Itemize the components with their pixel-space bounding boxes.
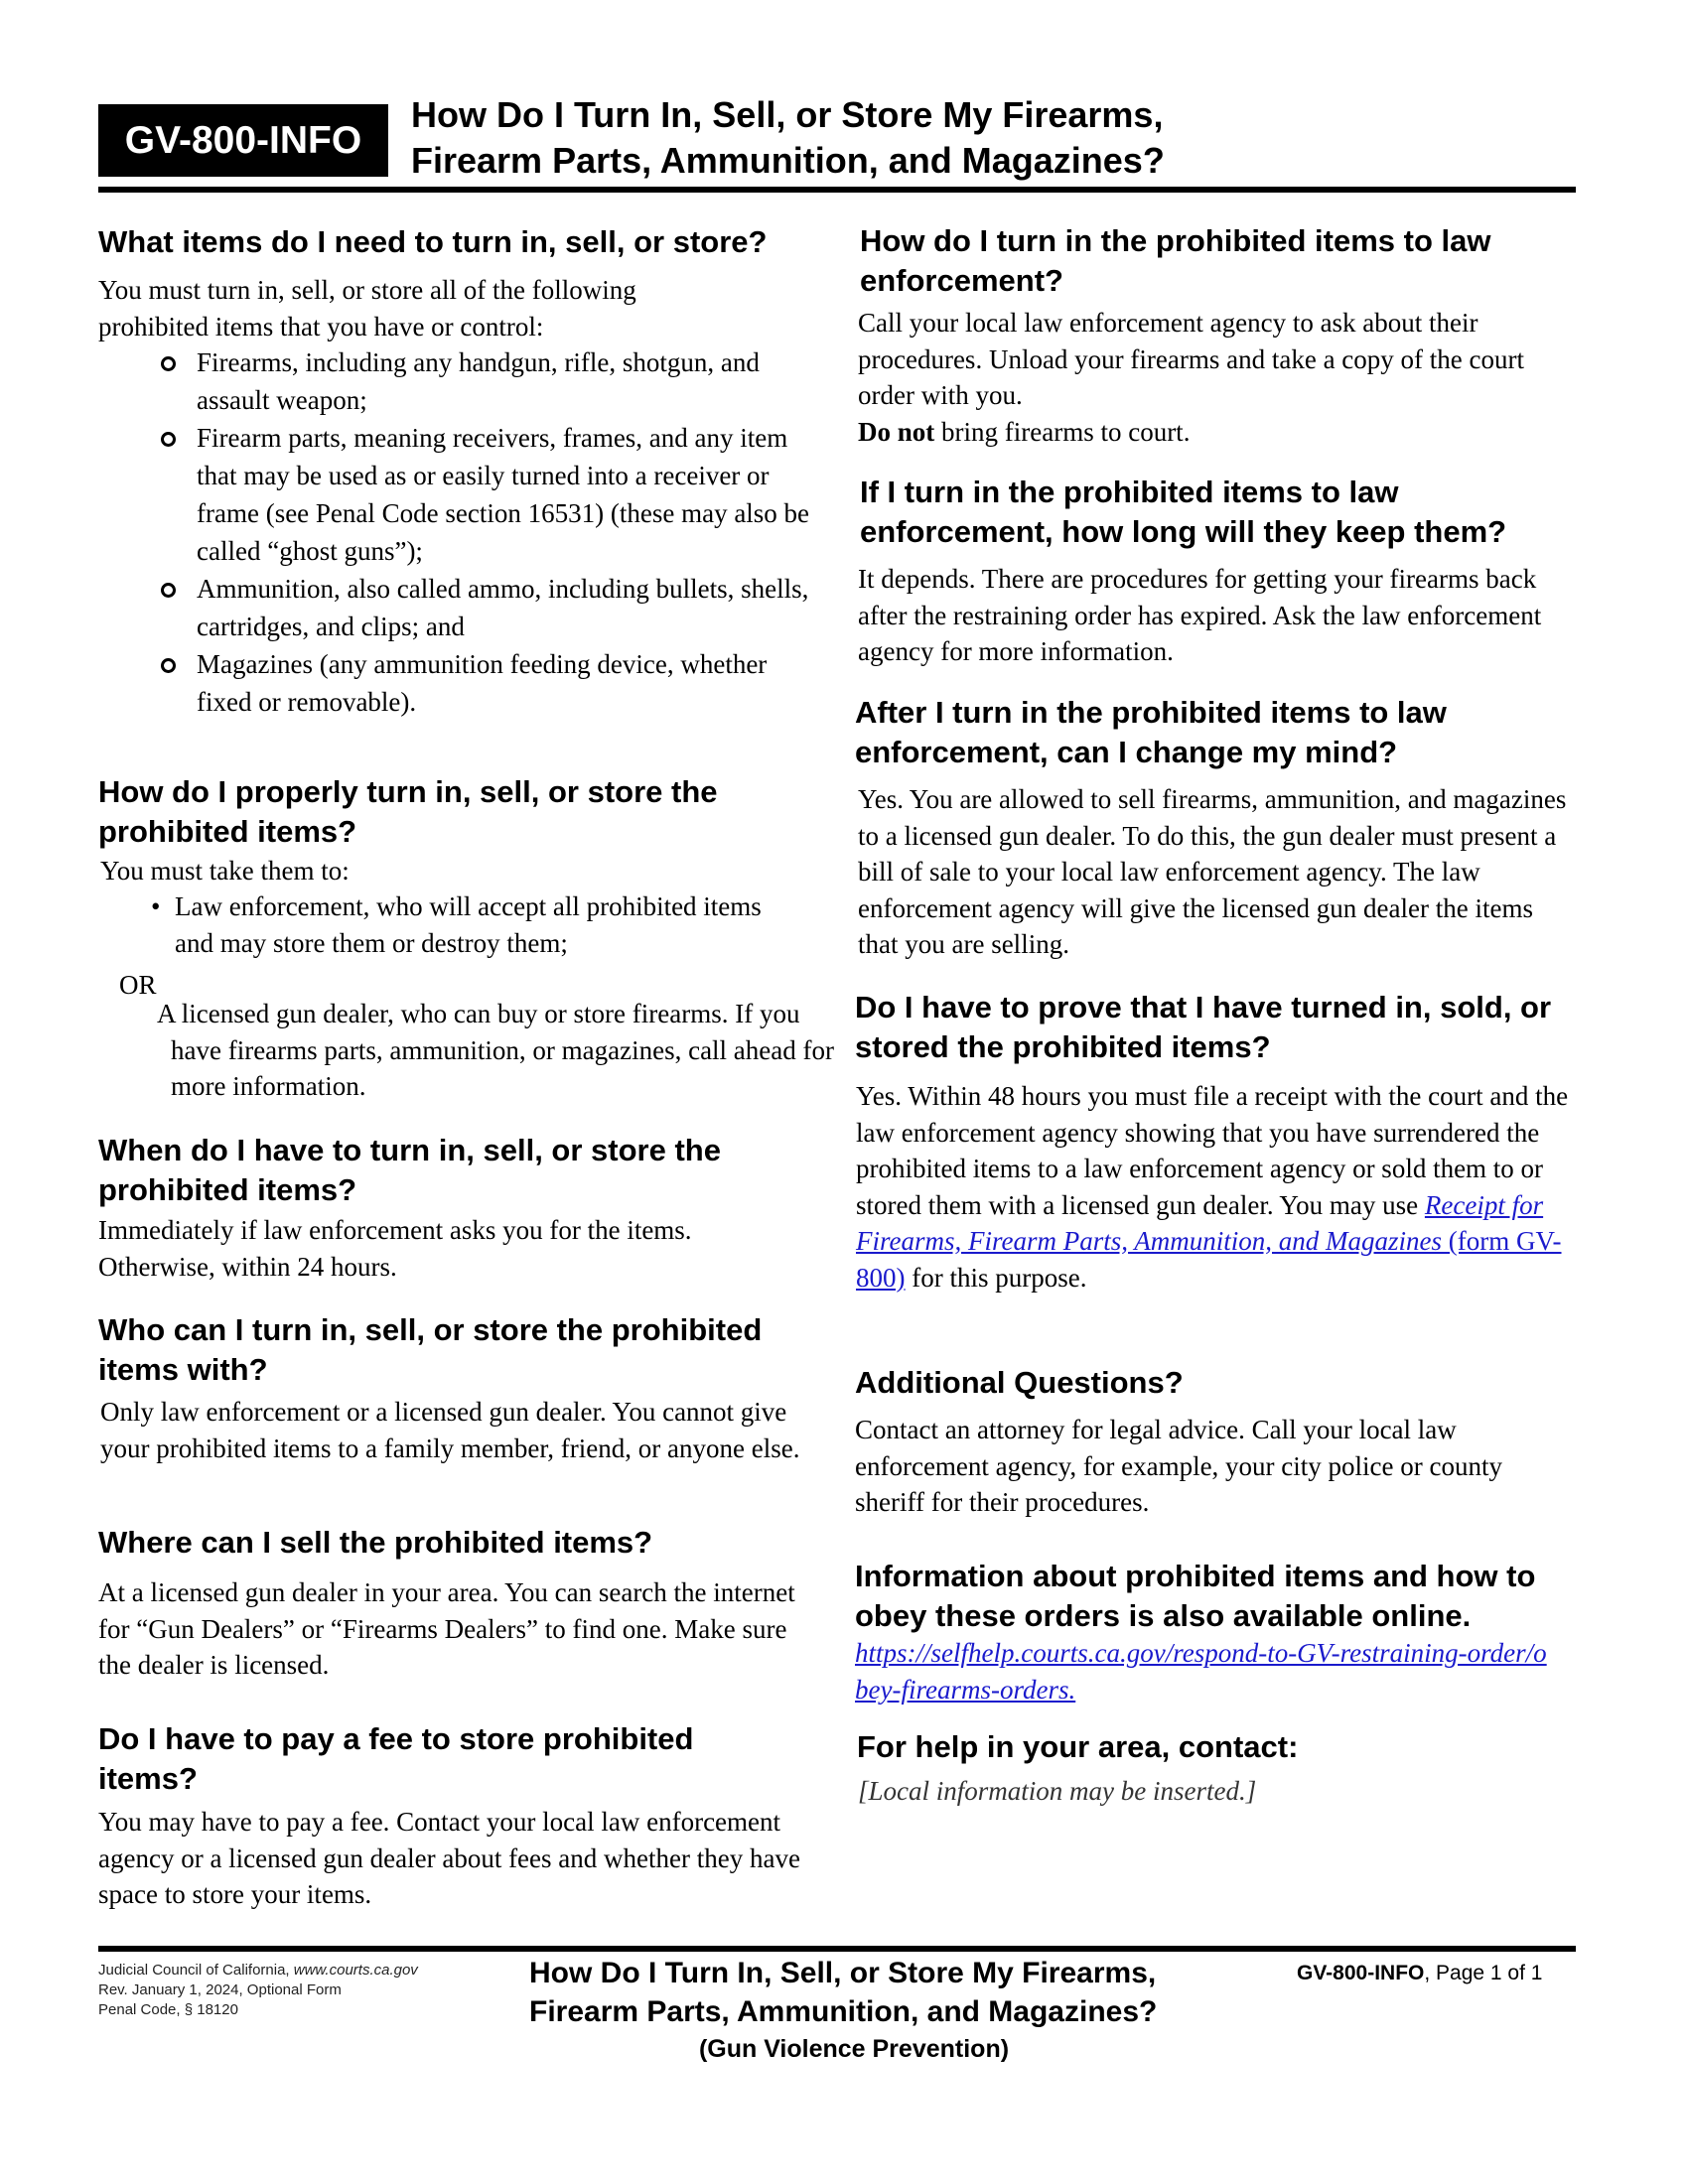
title-line-2: Firearm Parts, Ammunition, and Magazines? [411, 140, 1165, 181]
list-item: • Law enforcement, who will accept all prohibited items and may store them or destroy them; [175, 888, 771, 961]
footer-info [98, 1961, 418, 2020]
heading-when: When do I have to turn in, sell, or store the prohibited items? [98, 1133, 721, 1207]
turn-in-law-warning: bring firearms to court. [934, 416, 1191, 447]
receipt-form-id: (form GV-800) [856, 1226, 1562, 1293]
prove-text: Yes. Within 48 hours you must file a receipt with the court and the law enforcement agency showing that you have surrendered the prohibited items to a law enforcement agency or sold them to or stored them with a licensed gun dealer. You may use [856, 1081, 1569, 1220]
page-count: , Page 1 of 1 [1424, 1962, 1543, 1984]
list-item: Firearms, including any handgun, rifle, shotgun, and assault weapon; [197, 343, 812, 419]
heading-what-items: What items do I need to turn in, sell, or store? [98, 224, 768, 259]
change-mind-body: Yes. You are allowed to sell firearms, ammunition, and magazines to a licensed gun dealer. To do this, the gun dealer must present a bill of sale to your local law enforcement agency. The law enforcement agency will give the licensed gun dealer the items that you are selling. [858, 784, 1567, 959]
online-info-link-wrap [855, 1635, 1560, 1707]
heading-how-properly: How do I properly turn in, sell, or store the prohibited items? [98, 774, 718, 849]
footer-subtitle: (Gun Violence Prevention) [698, 2035, 1010, 2063]
title-line-1: How Do I Turn In, Sell, or Store My Firearms, [411, 94, 1164, 135]
publisher: Judicial Council of California, [98, 1962, 294, 1979]
form-id-badge: GV-800-INFO [98, 104, 388, 177]
footer-rule [98, 1946, 1576, 1952]
prove-body [856, 1078, 1579, 1296]
courts-website: www.courts.ca.gov [293, 1962, 418, 1979]
heading-fee: Do I have to pay a fee to store prohibited items? [98, 1721, 694, 1796]
local-info-placeholder: [Local information may be inserted.] [858, 1776, 1257, 1806]
footer-line-1 [98, 1961, 418, 1980]
prohibited-items-list [197, 343, 812, 721]
footer-title-line-2: Firearm Parts, Ammunition, and Magazines? [529, 1995, 1158, 2028]
heading-where-sell: Where can I sell the prohibited items? [98, 1525, 653, 1560]
fee-body: You may have to pay a fee. Contact your local law enforcement agency or a licensed gun dealer about fees and whether they have space to store your items. [98, 1807, 800, 1909]
heading-how-long: If I turn in the prohibited items to law enforcement, how long will they keep them? [860, 475, 1507, 549]
page-number [1297, 1962, 1542, 1985]
footer-line-3: Penal Code, § 18120 [98, 2001, 238, 2018]
do-not-emphasis: Do not [858, 416, 935, 447]
or-label: OR [119, 970, 157, 1000]
heading-change-mind: After I turn in the prohibited items to law enforcement, can I change my mind? [855, 695, 1447, 769]
turn-in-law-body [858, 305, 1573, 450]
heading-additional-questions: Additional Questions? [855, 1365, 1184, 1400]
turn-in-law-text: Call your local law enforcement agency to ask about their procedures. Unload your firearms and take a copy of the court order with you. [858, 308, 1524, 410]
header-rule [98, 187, 1576, 193]
take-to-list [175, 888, 771, 961]
how-long-body: It depends. There are procedures for getting your firearms back after the restraining order has expired. Ask the law enforcement agency for more information. [858, 564, 1542, 666]
who-body: Only law enforcement or a licensed gun dealer. You cannot give your prohibited items to a family member, friend, or anyone else. [100, 1397, 800, 1463]
when-body: Immediately if law enforcement asks you for the items. Otherwise, within 24 hours. [98, 1215, 692, 1282]
document-title [411, 92, 1165, 184]
footer-line-2: Rev. January 1, 2024, Optional Form [98, 1981, 342, 1998]
footer-title-line-1: How Do I Turn In, Sell, or Store My Firearms, [529, 1957, 1157, 1989]
licensed-dealer-option: A licensed gun dealer, who can buy or store firearms. If you have firearms parts, ammunition, or magazines, call ahead for more information. [157, 999, 834, 1101]
receipt-form-title: Receipt for Firearms, Firearm Parts, Ammunition, and Magazines [856, 1189, 1544, 1256]
additional-questions-body: Contact an attorney for legal advice. Call your local law enforcement agency, for example, your city police or county sheriff for their procedures. [855, 1415, 1502, 1517]
list-item: Ammunition, also called ammo, including bullets, shells, cartridges, and clips; and [197, 570, 812, 645]
list-item: Firearm parts, meaning receivers, frames, and any item that may be used as or easily turned into a receiver or frame (see Penal Code section 16531) (these may also be called “ghost guns”); [197, 419, 812, 570]
selfhelp-link[interactable]: https://selfhelp.courts.ca.gov/respond-to-GV-restraining-order/obey-firearms-orders. [855, 1638, 1547, 1705]
list-item: Magazines (any ammunition feeding device, whether fixed or removable). [197, 645, 812, 721]
footer-title [516, 1954, 1231, 2067]
take-them-intro: You must take them to: [100, 856, 350, 886]
heading-turn-in-law: How do I turn in the prohibited items to law enforcement? [860, 223, 1491, 298]
heading-prove: Do I have to prove that I have turned in, sold, or stored the prohibited items? [855, 990, 1552, 1064]
prove-text-end: for this purpose. [905, 1262, 1087, 1293]
heading-online-info: Information about prohibited items and how to obey these orders is also available online. [855, 1559, 1536, 1633]
heading-help-area: For help in your area, contact: [857, 1729, 1299, 1764]
what-items-intro: You must turn in, sell, or store all of the following prohibited items that you have or control: [98, 275, 636, 341]
footer-form-id: GV-800-INFO [1297, 1962, 1425, 1984]
heading-who: Who can I turn in, sell, or store the prohibited items with? [98, 1312, 763, 1387]
where-sell-body: At a licensed gun dealer in your area. You can search the internet for “Gun Dealers” or “Firearms Dealers” to find one. Make sure the dealer is licensed. [98, 1577, 795, 1680]
